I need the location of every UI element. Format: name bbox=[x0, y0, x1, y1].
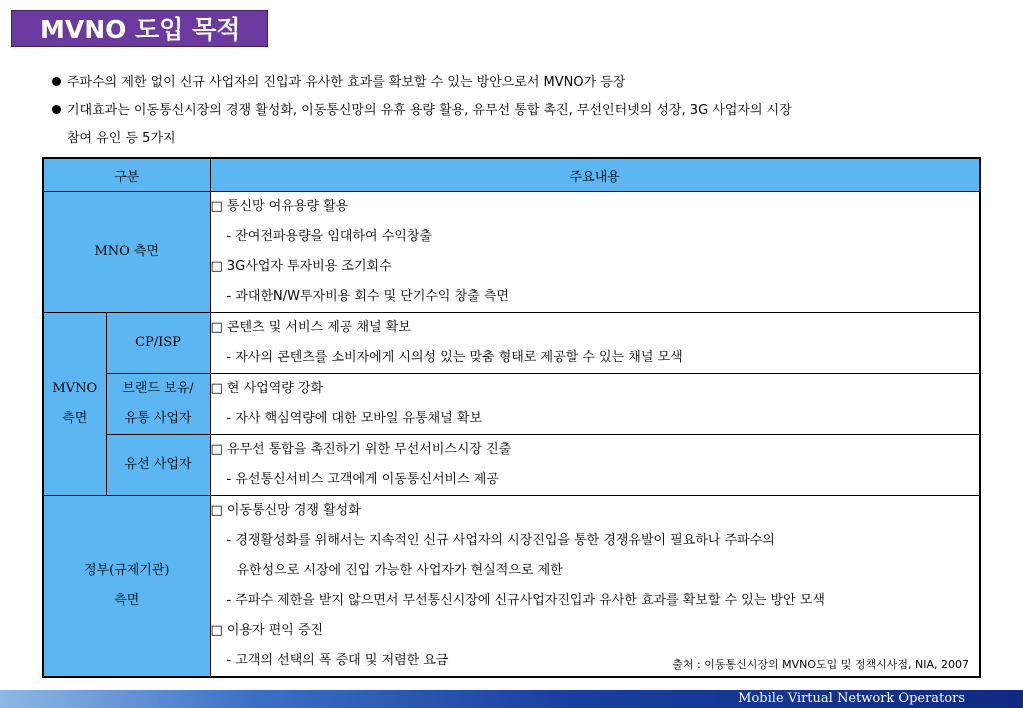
row-content-mno bbox=[210, 192, 980, 313]
page-title: MVNO 도입 목적 bbox=[11, 10, 268, 47]
content-line: - 유선통신서비스 고객에게 이동통신서비스 제공 bbox=[226, 472, 499, 487]
table-row-cp-isp bbox=[43, 313, 980, 374]
content-line: - 자사의 콘텐츠를 소비자에게 시의성 있는 맞춤 형태로 제공할 수 있는 채널 모색 bbox=[226, 350, 683, 365]
content-line: □ 콘텐츠 및 서비스 제공 채널 확보 bbox=[210, 320, 411, 335]
row-label-brand-line1: 브랜드 보유/ bbox=[122, 381, 194, 396]
row-label-mvno-line1: MVNO bbox=[52, 381, 98, 396]
table-header-row bbox=[43, 158, 980, 192]
table-row-gov bbox=[43, 496, 980, 678]
content-line: - 자사 핵심역량에 대한 모바일 유통채널 확보 bbox=[226, 411, 483, 426]
content-line: - 잔여전파용량을 임대하여 수익창출 bbox=[226, 229, 432, 244]
header-main-content: 주요내용 bbox=[210, 158, 980, 192]
row-label-cp-isp: CP/ISP bbox=[106, 313, 210, 374]
content-line: - 경쟁활성화를 위해서는 지속적인 신규 사업자의 시장진입을 통한 경쟁유발이 필요하나 주파수의 bbox=[226, 533, 775, 548]
content-line: - 주파수 제한을 받지 않으면서 무선통신시장에 신규사업자진입과 유사한 효과를 확보할 수 있는 방안 모색 bbox=[226, 593, 825, 608]
content-line: □ 유무선 통합을 촉진하기 위한 무선서비스시장 진출 bbox=[210, 442, 512, 457]
footer-text: Mobile Virtual Network Operators bbox=[738, 691, 965, 706]
row-label-wired: 유선 사업자 bbox=[106, 435, 210, 496]
row-label-mvno bbox=[43, 313, 106, 496]
row-label-gov-line2: 측면 bbox=[114, 593, 140, 608]
row-content-wired bbox=[210, 435, 980, 496]
bullet-2-text: 기대효과는 이동통신시장의 경쟁 활성화, 이동통신망의 유휴 용량 활용, 유무선 통합 촉진, 무선인터넷의 성장, 3G 사업자의 시장 bbox=[67, 103, 792, 118]
bullet-dot-icon bbox=[52, 77, 61, 86]
bullet-2-continuation: 참여 유인 등 5가지 bbox=[67, 131, 176, 146]
table-row-brand bbox=[43, 374, 980, 435]
mvno-purpose-table bbox=[42, 157, 981, 678]
row-label-brand bbox=[106, 374, 210, 435]
content-line: □ 이동통신망 경쟁 활성화 bbox=[210, 503, 361, 518]
row-content-brand bbox=[210, 374, 980, 435]
content-line: 유한성으로 시장에 진입 가능한 사업자가 현실적으로 제한 bbox=[236, 563, 563, 578]
bullet-dot-icon bbox=[52, 105, 61, 114]
content-line: - 고객의 선택의 폭 증대 및 저렴한 요금 bbox=[226, 653, 449, 668]
row-content-gov bbox=[210, 496, 980, 678]
content-line: □ 통신망 여유용량 활용 bbox=[210, 199, 349, 214]
content-line: □ 현 사업역량 강화 bbox=[210, 381, 324, 396]
footer-bar bbox=[0, 690, 1023, 708]
table-row-wired bbox=[43, 435, 980, 496]
header-category: 구분 bbox=[43, 158, 210, 192]
content-line: □ 이용자 편익 증진 bbox=[210, 623, 324, 638]
row-label-brand-line2: 유통 사업자 bbox=[124, 411, 192, 426]
row-content-cp-isp bbox=[210, 313, 980, 374]
source-citation: 출처 : 이동통신시장의 MVNO도입 및 정책시사점, NIA, 2007 bbox=[672, 658, 969, 671]
row-label-mvno-line2: 측면 bbox=[62, 411, 88, 426]
row-label-mno: MNO 측면 bbox=[43, 192, 210, 313]
content-line: □ 3G사업자 투자비용 조기회수 bbox=[210, 259, 392, 274]
content-line: - 과대한N/W투자비용 회수 및 단기수익 창출 측면 bbox=[226, 289, 509, 304]
bullet-1 bbox=[52, 73, 625, 93]
table-row-mno bbox=[43, 192, 980, 313]
row-label-gov bbox=[43, 496, 210, 678]
bullet-1-text: 주파수의 제한 없이 신규 사업자의 진입과 유사한 효과를 확보할 수 있는 방안으로서 MVNO가 등장 bbox=[67, 75, 626, 90]
bullet-2 bbox=[52, 101, 792, 121]
row-label-gov-line1: 정부(규제기관) bbox=[84, 563, 170, 578]
